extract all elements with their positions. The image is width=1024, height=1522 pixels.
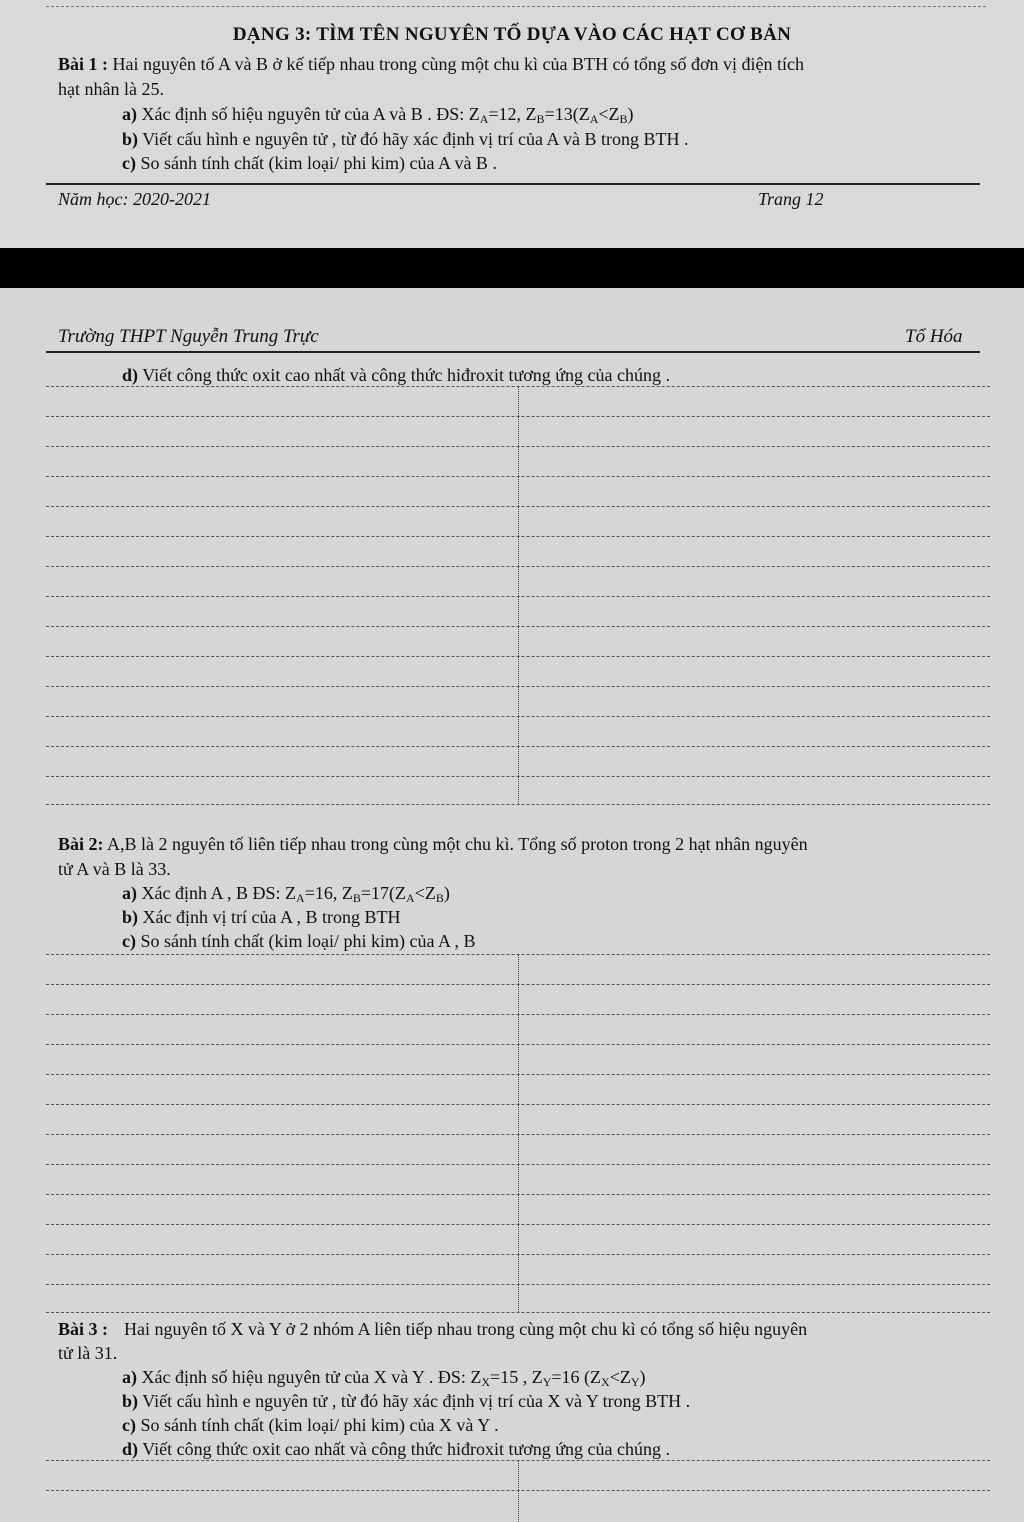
answer-area-2 [46, 954, 990, 1314]
bai1-label: Bài 1 : [58, 54, 109, 74]
bai3-line1: Bài 3 : Hai nguyên tố X và Y ở 2 nhóm A liên tiếp nhau trong cùng một chu kì có tổng số hiệu nguyên [58, 1319, 808, 1339]
bai2-a: a) Xác định A , B ĐS: $Z_A=16$, $Z_B=17(Z_A<Z_B)$ [122, 883, 450, 905]
bai1-b: b) Viết cấu hình e nguyên tử , từ đó hãy xác định vị trí của A và B trong BTH . [122, 129, 689, 149]
header-school-name: Trường THPT Nguyễn Trung Trực [58, 326, 319, 347]
bai1-line2: hạt nhân là 25. [58, 79, 164, 99]
header-department: Tổ Hóa [905, 326, 963, 347]
answer-area-1 [46, 386, 990, 806]
bai2-b: b) Xác định vị trí của A , B trong BTH [122, 907, 401, 927]
bai1-d: d) Viết công thức oxit cao nhất và công thức hiđroxit tương ứng của chúng . [122, 365, 671, 385]
bai3-c: c) So sánh tính chất (kim loại/ phi kim) của X và Y . [122, 1415, 499, 1435]
bai1-a: a) Xác định số hiệu nguyên tử của A và B . ĐS: $Z_A=12$, $Z_B=13(Z_A<Z_B)$ [122, 104, 634, 126]
footer-divider [46, 183, 980, 185]
bai2-c: c) So sánh tính chất (kim loại/ phi kim) của A , B [122, 931, 476, 951]
bai3-b: b) Viết cấu hình e nguyên tử , từ đó hãy xác định vị trí của X và Y trong BTH . [122, 1391, 691, 1411]
bai2-label: Bài 2: [58, 834, 104, 854]
top-divider [46, 6, 986, 7]
footer-school-year: Năm học: 2020-2021 [58, 189, 211, 209]
page-separator [0, 248, 1024, 288]
section-title: DẠNG 3: TÌM TÊN NGUYÊN TỐ DỰA VÀO CÁC HẠT CƠ BẢN [232, 24, 792, 45]
footer-page-number: Trang 12 [758, 189, 824, 209]
bai3-d: d) Viết công thức oxit cao nhất và công thức hiđroxit tương ứng của chúng . [122, 1439, 671, 1459]
bai1-line1: Bài 1 : Hai nguyên tố A và B ở kế tiếp nhau trong cùng một chu kì của BTH có tổng số đơn vị điện tích [58, 54, 804, 74]
bai2-line1: Bài 2: A,B là 2 nguyên tố liên tiếp nhau trong cùng một chu kì. Tổng số proton trong 2 hạt nhân nguyên [58, 834, 808, 854]
bai2-line2: tử A và B là 33. [58, 859, 171, 879]
bai3-label: Bài 3 : [58, 1319, 109, 1339]
bai3-a: a) Xác định số hiệu nguyên tử của X và Y . ĐS: $Z_X=15$ , $Z_Y=16$ $(Z_X<Z_Y)$ [122, 1367, 646, 1389]
bai1-c: c) So sánh tính chất (kim loại/ phi kim) của A và B . [122, 153, 497, 173]
answer-area-3 [46, 1460, 990, 1522]
bai3-line2: tử là 31. [58, 1343, 118, 1363]
header-divider [46, 351, 980, 353]
